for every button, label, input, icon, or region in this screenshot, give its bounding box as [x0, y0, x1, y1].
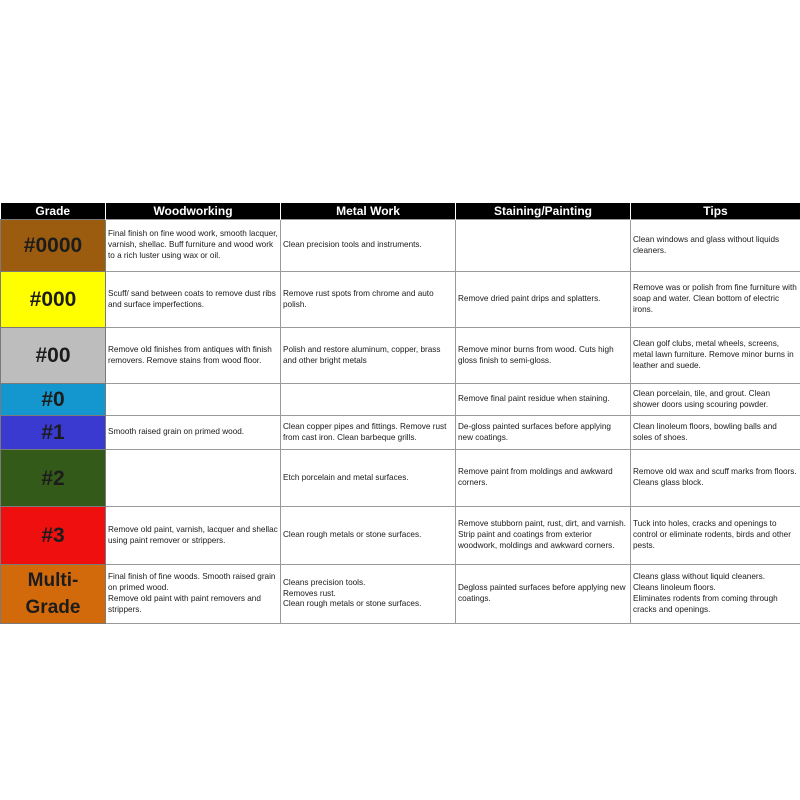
table-row [1, 565, 800, 624]
cell-text: Clean linoleum floors, bowling balls and soles of shoes. [633, 421, 777, 442]
header-metal-work: Metal Work [281, 203, 456, 220]
header-row [1, 203, 800, 220]
header-woodworking: Woodworking [106, 203, 281, 220]
woodworking-cell [106, 416, 281, 450]
metal-work-cell [281, 328, 456, 384]
table-row [1, 384, 800, 416]
cell-text: De-gloss painted surfaces before applying new coatings. [458, 421, 611, 442]
grade-cell: #0 [1, 384, 106, 416]
cell-text: Remove old paint, varnish, lacquer and shellac using paint remover or strippers. [108, 524, 278, 545]
metal-work-cell [281, 384, 456, 416]
metal-work-cell [281, 450, 456, 507]
cell-text: Scuff/ sand between coats to remove dust ribs and surface imperfections. [108, 288, 276, 309]
cell-text: Etch porcelain and metal surfaces. [283, 472, 409, 482]
table-row [1, 328, 800, 384]
metal-work-cell [281, 416, 456, 450]
staining-painting-cell [456, 450, 631, 507]
woodworking-cell [106, 565, 281, 624]
cell-text: Cleans glass without liquid cleaners. Cleans linoleum floors. Eliminates rodents from coming through cracks and openings. [633, 572, 778, 614]
woodworking-cell [106, 507, 281, 565]
staining-painting-cell [456, 416, 631, 450]
tips-cell [631, 450, 800, 507]
cell-text: Polish and restore aluminum, copper, brass and other bright metals [283, 344, 441, 365]
grade-cell: #000 [1, 272, 106, 328]
tips-cell [631, 328, 800, 384]
header-tips: Tips [631, 203, 800, 220]
grade-cell: #00 [1, 328, 106, 384]
cell-text: Tuck into holes, cracks and openings to control or eliminate rodents, birds and other pests. [633, 519, 791, 550]
header-grade: Grade [1, 203, 106, 220]
cell-text: Remove was or polish from fine furniture with soap and water. Clean bottom of electric irons. [633, 283, 797, 314]
woodworking-cell [106, 272, 281, 328]
staining-painting-cell [456, 565, 631, 624]
grade-cell: #3 [1, 507, 106, 565]
staining-painting-cell [456, 220, 631, 272]
cell-text: Clean precision tools and instruments. [283, 240, 422, 250]
tips-cell [631, 565, 800, 624]
cell-text: Remove rust spots from chrome and auto polish. [283, 288, 434, 309]
table-row [1, 220, 800, 272]
cell-text: Remove minor burns from wood. Cuts high gloss finish to semi-gloss. [458, 344, 614, 365]
woodworking-cell [106, 450, 281, 507]
cell-text: Clean copper pipes and fittings. Remove rust from cast iron. Clean barbeque grills. [283, 421, 447, 442]
cell-text: Clean rough metals or stone surfaces. [283, 530, 422, 540]
grade-cell: #2 [1, 450, 106, 507]
staining-painting-cell [456, 272, 631, 328]
metal-work-cell [281, 507, 456, 565]
tips-cell [631, 507, 800, 565]
woodworking-cell [106, 220, 281, 272]
cell-text: Clean windows and glass without liquids cleaners. [633, 234, 780, 255]
table-row [1, 416, 800, 450]
table-row [1, 507, 800, 565]
steel-wool-grade-chart [0, 203, 800, 624]
cell-text: Clean porcelain, tile, and grout. Clean shower doors using scouring powder. [633, 388, 770, 409]
woodworking-cell [106, 328, 281, 384]
cell-text: Remove paint from moldings and awkward corners. [458, 467, 613, 487]
grade-cell: #1 [1, 416, 106, 450]
metal-work-cell [281, 220, 456, 272]
cell-text: Smooth raised grain on primed wood. [108, 427, 245, 437]
grade-cell: Multi- Grade [1, 565, 106, 624]
cell-text: Remove dried paint drips and splatters. [458, 294, 601, 304]
tips-cell [631, 416, 800, 450]
cell-text: Cleans precision tools. Removes rust. Clean rough metals or stone surfaces. [283, 577, 422, 609]
cell-text: Remove final paint residue when staining. [458, 394, 610, 404]
cell-text: Remove old wax and scuff marks from floors. Cleans glass block. [633, 467, 797, 487]
chart-header [1, 203, 800, 220]
tips-cell [631, 384, 800, 416]
table-row [1, 450, 800, 507]
staining-painting-cell [456, 328, 631, 384]
grade-cell: #0000 [1, 220, 106, 272]
tips-cell [631, 220, 800, 272]
tips-cell [631, 272, 800, 328]
metal-work-cell [281, 565, 456, 624]
metal-work-cell [281, 272, 456, 328]
cell-text: Clean golf clubs, metal wheels, screens, metal lawn furniture. Remove minor burns in leather and suede. [633, 339, 794, 370]
cell-text: Remove stubborn paint, rust, dirt, and varnish. Strip paint and coatings from exterior woodwork, moldings and awkward corners. [458, 519, 626, 550]
cell-text: Final finish of fine woods. Smooth raised grain on primed wood. Remove old paint with paint removers and strippers. [108, 572, 276, 614]
chart-body [1, 220, 800, 624]
woodworking-cell [106, 384, 281, 416]
cell-text: Degloss painted surfaces before applying new coatings. [458, 583, 626, 603]
staining-painting-cell [456, 384, 631, 416]
header-staining-painting: Staining/Painting [456, 203, 631, 220]
cell-text: Remove old finishes from antiques with finish removers. Remove stains from wood floor. [108, 344, 272, 365]
cell-text: Final finish on fine wood work, smooth lacquer, varnish, shellac. Buff furniture and wood work to a rich luster using wax or oil. [108, 229, 278, 260]
staining-painting-cell [456, 507, 631, 565]
table-row [1, 272, 800, 328]
